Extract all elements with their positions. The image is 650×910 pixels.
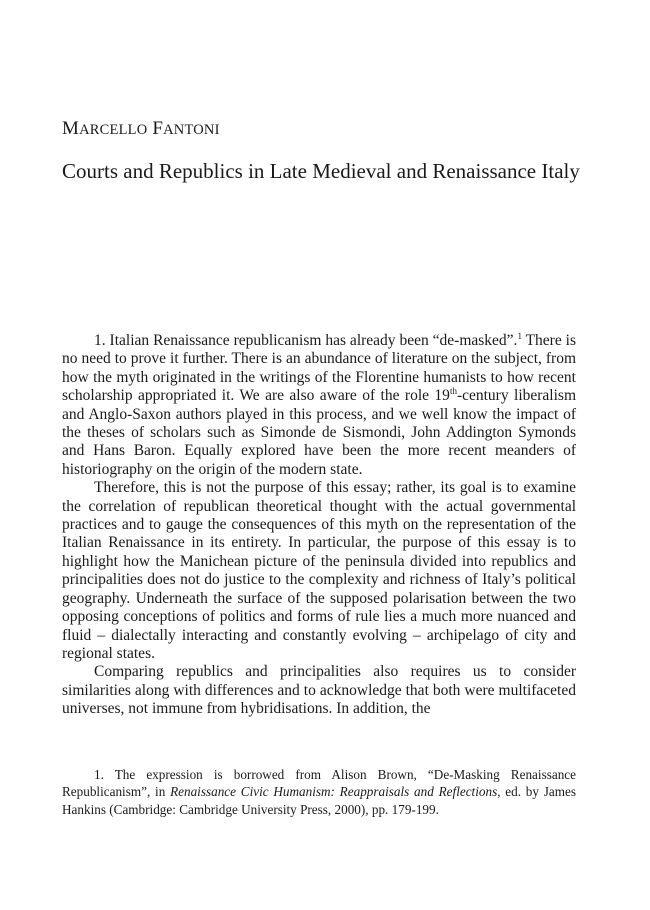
footnote-reference[interactable]: 1 [517,331,522,341]
footnote-part-b: , ed. by James Hankins (Cambridge: Cambridge University Press, 2000), pp. 179-199. [62,784,576,817]
ordinal-superscript: th [449,386,457,397]
body-text [62,332,576,719]
author-last-rest: ANTONI [163,122,220,138]
paragraph-1 [62,332,576,479]
paragraph-2: Therefore, this is not the purpose of this essay; rather, its goal is to examine the correlation of republican theoretical thought with the actual governmental practices and to gauge the consequences of this myth on the representation of the Italian Renaissance in its entirety. In particular, the purpose of this essay is to highlight how the Manichean picture of the peninsula divided into republics and principalities does not do justice to the complexity and richness of Italy’s political geography. Underneath the surface of the supposed polarisation between the two opposing conceptions of politics and forms of rule lies a much more nuanced and fluid – dialectally interacting and constantly evolving – archipelago of city and regional states. [62,479,576,662]
footnote-book-title: Renaissance Civic Humanism: Reappraisals and Reflections [170,784,498,800]
paragraph-3: Comparing republics and principalities also requires us to consider similarities along with differences and to acknowledge that both were multifaceted universes, not immune from hybridisations. In addition, the [62,663,576,718]
author-first-initial: M [62,118,80,139]
chapter-title: Courts and Republics in Late Medieval and Renaissance Italy [62,159,580,183]
paragraph-1-part-a: 1. Italian Renaissance republicanism has already been “de-masked”. [94,332,518,349]
author-name [62,118,220,140]
footnote-part-a: 1. The expression is borrowed from Alison Brown, “De-Masking Renaissance Republicanism”, in [62,767,576,800]
author-last-initial: F [152,118,164,139]
footnote-text [62,766,576,818]
footnote-1 [62,766,576,818]
paragraph-1-part-c: -century liberalism and Anglo-Saxon authors played in this process, and we well know the impact of the theses of scholars such as Simonde de Sismondi, John Addington Symonds and Hans Baron. Equally explored have been the more recent meanders of historiography on the origin of the modern state. [62,387,576,478]
author-first-rest: ARCELLO [79,122,148,138]
paragraph-1-part-b: There is no need to prove it further. There is an abundance of literature on the subject, from how the myth originated in the writings of the Florentine humanists to how recent scholarship appropriated it. We are also aware of the role 19 [62,332,576,405]
